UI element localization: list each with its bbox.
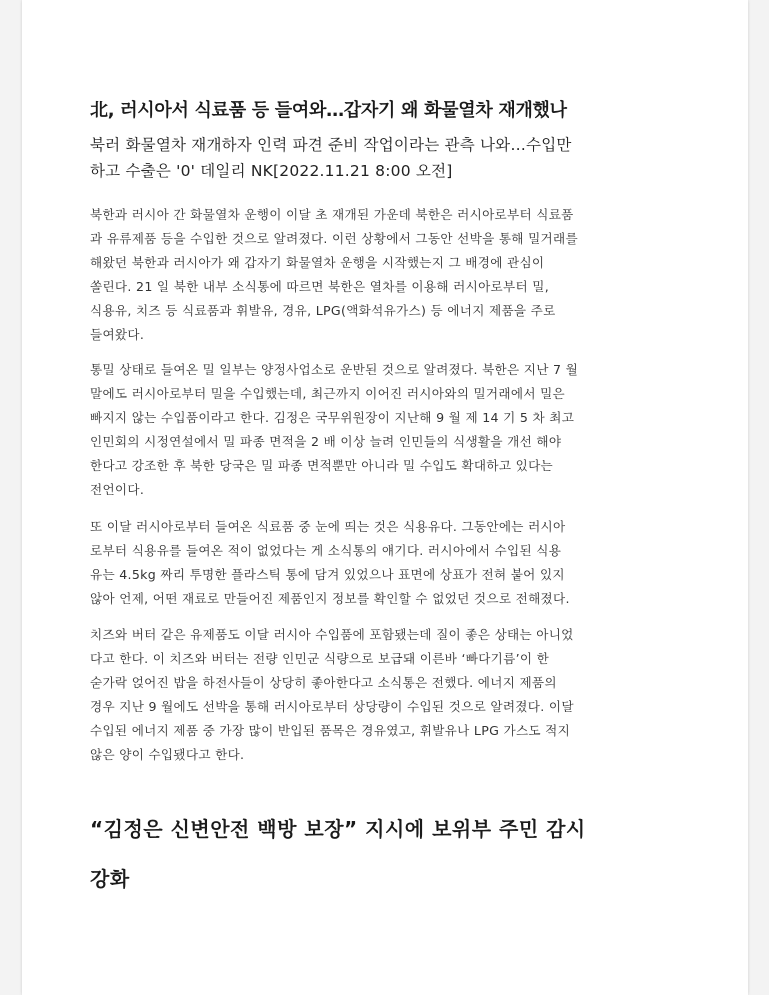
paragraph-line: 않아 언제, 어떤 재료로 만들어진 제품인지 정보를 확인할 수 없었던 것으로 전해졌다. — [90, 591, 570, 606]
paragraph-line: 다고 한다. 이 치즈와 버터는 전량 인민군 식량으로 보급돼 이른바 ‘빠다기름’이 한 — [90, 651, 550, 666]
article-subtitle — [90, 132, 700, 184]
section-title-line: 강화 — [90, 867, 130, 891]
paragraph-line: 들여왔다. — [90, 327, 145, 342]
subtitle-line: 하고 수출은 '0' 데일리 NK[2022.11.21 8:00 오전] — [90, 162, 453, 180]
section-title-line: “김정은 신변안전 백방 보장” 지시에 보위부 주민 감시 — [90, 817, 586, 841]
paragraph-line: 전언이다. — [90, 482, 145, 497]
paragraph-line: 북한과 러시아 간 화물열차 운행이 이달 초 재개된 가운데 북한은 러시아로부터 식료품 — [90, 207, 574, 222]
paragraph-line: 로부터 식용유를 들여온 적이 없었다는 게 소식통의 얘기다. 러시아에서 수입된 식용 — [90, 543, 562, 558]
paragraph-line: 치즈와 버터 같은 유제품도 이달 러시아 수입품에 포함됐는데 질이 좋은 상태는 아니었 — [90, 627, 574, 642]
paragraph-line: 빠지지 않는 수입품이라고 한다. 김정은 국무위원장이 지난해 9 월 제 14 기 5 차 최고 — [90, 410, 575, 425]
document-page — [22, 0, 748, 995]
paragraph-line: 경우 지난 9 월에도 선박을 통해 러시아로부터 상당량이 수입된 것으로 알려졌다. 이달 — [90, 699, 574, 714]
paragraph-line: 식용유, 치즈 등 식료품과 휘발유, 경유, LPG(액화석유가스) 등 에너지 제품을 주로 — [90, 303, 556, 318]
paragraph-3 — [90, 515, 710, 611]
paragraph-line: 과 유류제품 등을 수입한 것으로 알려졌다. 이런 상황에서 그동안 선박을 통해 밀거래를 — [90, 231, 578, 246]
paragraph-line: 수입된 에너지 제품 중 가장 많이 반입된 품목은 경유였고, 휘발유나 LPG 가스도 적지 — [90, 723, 571, 738]
paragraph-line: 통밀 상태로 들여온 밀 일부는 양정사업소로 운반된 것으로 알려졌다. 북한은 지난 7 월 — [90, 362, 579, 377]
paragraph-line: 쏠린다. 21 일 북한 내부 소식통에 따르면 북한은 열차를 이용해 러시아로부터 밀, — [90, 279, 549, 294]
subtitle-line: 북러 화물열차 재개하자 인력 파견 준비 작업이라는 관측 나와…수입만 — [90, 136, 572, 154]
paragraph-line: 말에도 러시아로부터 밀을 수입했는데, 최근까지 이어진 러시아와의 밀거래에서 밀은 — [90, 386, 566, 401]
paragraph-line: 한다고 강조한 후 북한 당국은 밀 파종 면적뿐만 아니라 밀 수입도 확대하고 있다는 — [90, 458, 554, 473]
paragraph-line: 숟가락 얹어진 밥을 하전사들이 상당히 좋아한다고 소식통은 전했다. 에너지 제품의 — [90, 675, 557, 690]
paragraph-line: 않은 양이 수입됐다고 한다. — [90, 747, 245, 762]
paragraph-line: 해왔던 북한과 러시아가 왜 갑자기 화물열차 운행을 시작했는지 그 배경에 관심이 — [90, 255, 545, 270]
paragraph-4 — [90, 623, 710, 767]
paragraph-1 — [90, 203, 710, 347]
paragraph-line: 인민회의 시정연설에서 밀 파종 면적을 2 배 이상 늘려 인민들의 식생활을 개선 해야 — [90, 434, 562, 449]
section-title — [90, 804, 710, 904]
paragraph-2 — [90, 358, 710, 502]
article-headline: 北, 러시아서 식료품 등 들여와…갑자기 왜 화물열차 재개했나 — [90, 100, 567, 121]
paragraph-line: 유는 4.5kg 짜리 투명한 플라스틱 통에 담겨 있었으나 표면에 상표가 전혀 붙어 있지 — [90, 567, 565, 582]
paragraph-line: 또 이달 러시아로부터 들여온 식료품 중 눈에 띄는 것은 식용유다. 그동안에는 러시아 — [90, 519, 566, 534]
